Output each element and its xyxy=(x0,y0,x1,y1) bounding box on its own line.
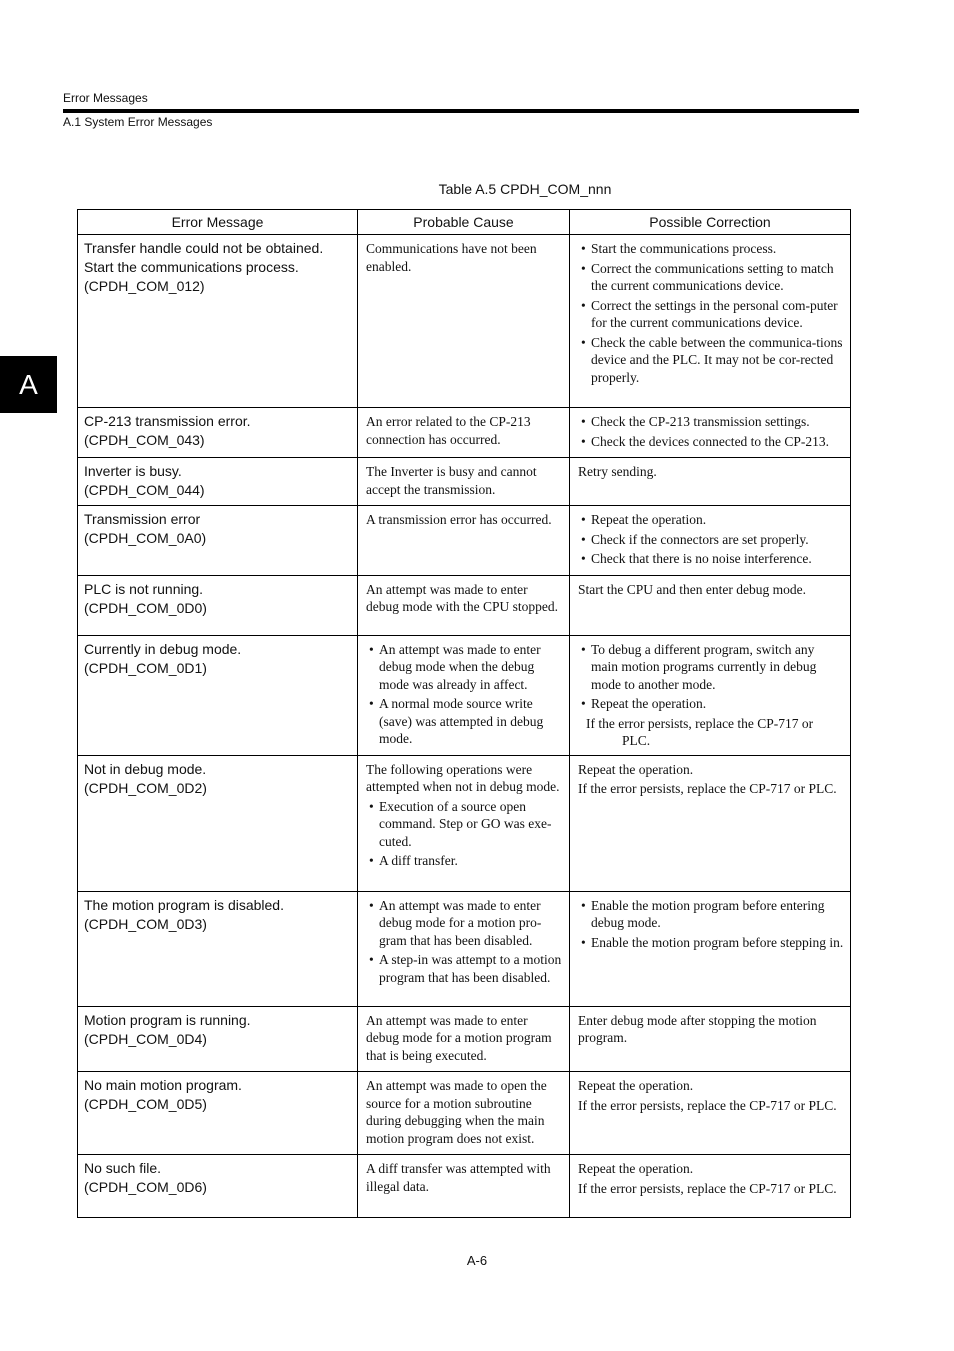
error-message-cell xyxy=(78,1006,358,1072)
error-message-cell xyxy=(78,891,358,1006)
correction-bullet-item: • Start the communications process. xyxy=(578,240,844,258)
correction-followup-text: If the error persists, replace the CP-717 or PLC. xyxy=(578,1180,837,1196)
correction-followup-text: If the error persists, replace the CP-717 or PLC. xyxy=(578,1097,837,1113)
error-message-text: The motion program is disabled. xyxy=(84,896,284,913)
probable-cause-cell xyxy=(358,1072,570,1155)
error-message-cell xyxy=(78,635,358,755)
error-message-cell xyxy=(78,408,358,458)
error-code: (CPDH_COM_043) xyxy=(84,432,205,448)
correction-text: Repeat the operation. xyxy=(578,761,694,777)
correction-followup-text: If the error persists, replace the CP-717 or PLC. xyxy=(578,781,837,796)
error-code: (CPDH_COM_0D1) xyxy=(84,659,207,676)
appendix-side-tab: A xyxy=(0,356,57,413)
error-message-cell xyxy=(78,1155,358,1218)
error-message-cell xyxy=(78,575,358,635)
cause-text: An attempt was made to enter debug mode with the CPU stopped. xyxy=(366,581,558,614)
correction-bullet-list xyxy=(578,897,844,952)
possible-correction-cell xyxy=(570,458,851,506)
possible-correction-cell xyxy=(570,408,851,458)
correction-bullet-item: • Check the CP-213 transmission settings. xyxy=(578,413,844,431)
correction-bullet-item: • Enable the motion program before entering debug mode. xyxy=(578,897,844,932)
cause-text: An attempt was made to enter debug mode for a motion program that is being executed. xyxy=(366,1012,552,1063)
table-row xyxy=(78,506,851,576)
probable-cause-cell xyxy=(358,635,570,755)
cause-bullet-list xyxy=(366,798,563,870)
probable-cause-cell xyxy=(358,506,570,576)
possible-correction-cell xyxy=(570,891,851,1006)
error-message-cell xyxy=(78,235,358,408)
cause-text: An error related to the CP-213 connection has occurred. xyxy=(366,414,531,447)
correction-bullet-item: • To debug a different program, switch any main motion programs currently in debug mode to another mode. xyxy=(578,641,844,694)
error-message-text: Motion program is running. xyxy=(84,1011,251,1028)
correction-text: Retry sending. xyxy=(578,464,657,479)
error-code: (CPDH_COM_0A0) xyxy=(84,530,207,546)
error-message-text: Currently in debug mode. xyxy=(84,640,242,657)
possible-correction-cell xyxy=(570,235,851,408)
correction-bullet-list xyxy=(578,511,844,568)
probable-cause-cell xyxy=(358,1155,570,1218)
cause-bullet-item: • A step-in was attempt to a motion program that has been disabled. xyxy=(366,951,563,986)
running-header-section: Error Messages xyxy=(63,91,148,105)
table-row xyxy=(78,458,851,506)
cause-bullet-item: • A normal mode source write (save) was attempted in debug mode. xyxy=(366,695,563,748)
possible-correction-cell xyxy=(570,755,851,891)
correction-text: Enter debug mode after stopping the motion program. xyxy=(578,1012,817,1045)
error-message-text: CP-213 transmission error. xyxy=(84,413,251,429)
error-message-cell xyxy=(78,458,358,506)
error-message-cell xyxy=(78,506,358,576)
column-header-possible-correction: Possible Correction xyxy=(570,210,851,235)
table-row xyxy=(78,635,851,755)
probable-cause-cell xyxy=(358,458,570,506)
cause-text: The Inverter is busy and cannot accept the transmission. xyxy=(366,464,537,497)
correction-note-text: If the error persists, replace the CP-717 or xyxy=(586,715,814,731)
error-message-cell xyxy=(78,755,358,891)
correction-bullet-item: • Repeat the operation. xyxy=(578,695,844,713)
table-header-row xyxy=(78,210,851,235)
correction-bullet-item: • Correct the settings in the personal com-puter for the current communications device. xyxy=(578,297,844,332)
correction-bullet-item: • Correct the communications setting to match the current communications device. xyxy=(578,260,844,295)
table-row xyxy=(78,755,851,891)
error-message-text: Inverter is busy. xyxy=(84,463,182,479)
table-caption: Table A.5 CPDH_COM_nnn xyxy=(438,181,612,197)
possible-correction-cell xyxy=(570,575,851,635)
error-code: (CPDH_COM_0D3) xyxy=(84,915,207,932)
cause-text: An attempt was made to open the source for a motion subroutine during debugging when the main motion program does not exist. xyxy=(366,1078,547,1146)
correction-bullet-item: • Check the devices connected to the CP-213. xyxy=(578,433,844,451)
probable-cause-cell xyxy=(358,575,570,635)
error-code: (CPDH_COM_0D6) xyxy=(84,1179,207,1195)
table-row xyxy=(78,1155,851,1218)
error-message-table xyxy=(77,209,851,1218)
column-header-probable-cause: Probable Cause xyxy=(358,210,570,235)
header-rule xyxy=(63,109,859,113)
probable-cause-cell xyxy=(358,235,570,408)
cause-bullet-item: • An attempt was made to enter debug mode for a motion pro-gram that has been disabled. xyxy=(366,897,563,950)
page-number: A-6 xyxy=(466,1253,488,1268)
error-code: (CPDH_COM_0D5) xyxy=(84,1096,207,1112)
correction-text: Repeat the operation. xyxy=(578,1161,694,1176)
cause-text: Communications have not been enabled. xyxy=(366,241,537,274)
possible-correction-cell xyxy=(570,1072,851,1155)
possible-correction-cell xyxy=(570,1006,851,1072)
correction-bullet-item: • Check that there is no noise interference. xyxy=(578,550,844,568)
correction-bullet-list xyxy=(578,413,844,450)
probable-cause-cell xyxy=(358,891,570,1006)
possible-correction-cell xyxy=(570,506,851,576)
table-row xyxy=(78,891,851,1006)
table-row xyxy=(78,235,851,408)
correction-bullet-item: • Repeat the operation. xyxy=(578,511,844,529)
error-message-text: PLC is not running. xyxy=(84,580,204,597)
error-message-text: Transmission error xyxy=(84,511,201,527)
correction-bullet-item: • Check if the connectors are set properly. xyxy=(578,531,844,549)
error-code: (CPDH_COM_0D4) xyxy=(84,1030,207,1047)
error-code: (CPDH_COM_012) xyxy=(84,278,205,294)
cause-bullet-list xyxy=(366,897,563,987)
table-row xyxy=(78,1006,851,1072)
cause-text: A diff transfer was attempted with illegal data. xyxy=(366,1161,551,1194)
correction-note xyxy=(578,715,844,750)
error-code: (CPDH_COM_0D0) xyxy=(84,599,207,616)
column-header-error-message: Error Message xyxy=(78,210,358,235)
cause-bullet-item: • Execution of a source open command. Step or GO was exe-cuted. xyxy=(366,798,563,851)
correction-bullet-list xyxy=(578,240,844,386)
error-message-cell xyxy=(78,1072,358,1155)
error-message-text: Not in debug mode. xyxy=(84,760,207,777)
correction-bullet-item: • Check the cable between the communica-tions device and the PLC. It may not be cor-rected properly. xyxy=(578,334,844,387)
cause-text: The following operations were attempted when not in debug mode. xyxy=(366,761,560,794)
probable-cause-cell xyxy=(358,755,570,891)
error-message-text: Transfer handle could not be obtained. Start the communications process. xyxy=(84,240,324,275)
cause-text: A transmission error has occurred. xyxy=(366,512,552,527)
correction-bullet-list xyxy=(578,641,844,713)
possible-correction-cell xyxy=(570,635,851,755)
correction-text: Start the CPU and then enter debug mode. xyxy=(578,581,806,597)
cause-bullet-list xyxy=(366,641,563,748)
correction-note-continuation: PLC. xyxy=(622,733,651,748)
error-code: (CPDH_COM_044) xyxy=(84,482,205,498)
running-header-subsection: A.1 System Error Messages xyxy=(63,115,213,129)
correction-text: Repeat the operation. xyxy=(578,1078,694,1093)
possible-correction-cell xyxy=(570,1155,851,1218)
probable-cause-cell xyxy=(358,1006,570,1072)
cause-bullet-item: • A diff transfer. xyxy=(366,852,563,870)
error-message-text: No main motion program. xyxy=(84,1077,242,1093)
correction-bullet-item: • Enable the motion program before stepping in. xyxy=(578,934,844,952)
table-row xyxy=(78,1072,851,1155)
probable-cause-cell xyxy=(358,408,570,458)
table-row xyxy=(78,575,851,635)
error-message-text: No such file. xyxy=(84,1160,162,1176)
cause-bullet-item: • An attempt was made to enter debug mode when the debug mode was already in affect. xyxy=(366,641,563,694)
table-row xyxy=(78,408,851,458)
error-code: (CPDH_COM_0D2) xyxy=(84,779,207,796)
